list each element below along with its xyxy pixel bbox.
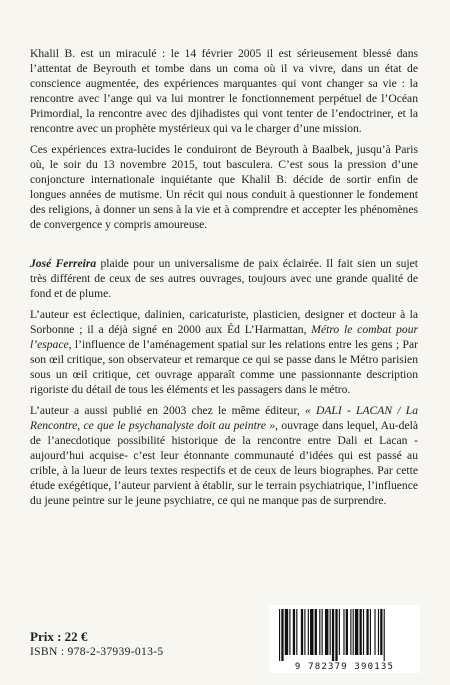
book-title-dali-lacan: « DALI - LACAN / La Rencontre, ce que le psychanalyste doit au peintre » xyxy=(30,404,418,432)
author-bio-paragraph-2 xyxy=(30,307,418,397)
author-bio-paragraph-2-a: L’auteur est éclectique, dalinien, caricaturiste, plasticien, designer et docteur à la Sorbonne ; il a déjà signé en 2000 aux Éd L’Harmattan, xyxy=(30,308,418,336)
synopsis-paragraph-2: Ces expériences extra-lucides le conduiront de Beyrouth à Baalbek, jusqu’à Paris où, le soir du 13 novembre 2015, tout basculera. C’est sous la pression d’une conjoncture internationale inquiétante que Khalil B. décide de sortir enfin de longues années de mutisme. Un récit qui nous conduit à questionner le fondement des religions, à donner un sens à la vie et à comprendre et accepter les phénomènes de convergence y compris amoureuse. xyxy=(30,143,418,231)
author-bio-paragraph-2-b: , l’influence de l’aménagement spatial sur les relations entre les gens ; Par son œil critique, son observateur et remarque ce qui se passe dans le Métro parisien sous un œil critique, cet ouvrage apparaît comme une passionnante description rigoriste du détail de tous les éléments et les passagers dans le métro. xyxy=(30,338,418,396)
barcode xyxy=(269,605,420,673)
author-bio-paragraph-3 xyxy=(30,403,418,508)
author-bio-paragraph-1 xyxy=(30,256,418,301)
price-label: Prix : 22 € xyxy=(30,629,88,644)
synopsis xyxy=(30,46,418,238)
author-name: José Ferreira xyxy=(30,257,97,270)
price-isbn-block xyxy=(30,628,163,659)
author-bio-paragraph-3-b: , ouvrage dans lequel, Au-delà de l’anecdotique possibilité historique de la rencontre entre Dali et Lacan -aujourd’hui acquise- c’est leur étonnante communauté d’idées qui est passé au crible, à la lueur de leurs textes respectifs et de ceux de leurs biographes. Par cette étude exégétique, l’auteur parvient à établir, sur le terrain psychiatrique, l’influence du jeune peintre sur le jeune psychiatre, ce qui ne manque pas de surprendre. xyxy=(30,419,418,507)
book-title-metro: Métro le combat pour l’espace xyxy=(30,323,419,351)
synopsis-paragraph-1: Khalil B. est un miraculé : le 14 février 2005 il est sérieusement blessé dans l’attentat de Beyrouth et tombe dans un coma où il va vivre, dans un état de conscience augmentée, des expériences marquantes qui vont changer sa vie : la rencontre avec l’ange qui va lui montrer le fonctionnement perpétuel de l’Océan Primordial, la rencontre avec des djihadistes qui vont tenter de l’endoctriner, et la rencontre avec un prophète mystérieux qui va le charger d’une mission. xyxy=(30,47,418,135)
author-bio-paragraph-3-a: L’auteur a aussi publié en 2003 chez le même éditeur, xyxy=(30,404,305,417)
barcode-digits: 9 782379 390135 xyxy=(294,662,395,672)
back-cover xyxy=(30,0,420,685)
author-bio-paragraph-1-text: plaide pour un universalisme de paix éclairée. Il fait sien un sujet très différent de ceux de ses autres ouvrages, toujours avec une grande qualité de fond et de plume. xyxy=(30,257,418,300)
isbn-label: ISBN : 978-2-37939-013-5 xyxy=(30,645,164,658)
barcode-bars xyxy=(269,605,420,661)
author-bio xyxy=(30,256,418,514)
